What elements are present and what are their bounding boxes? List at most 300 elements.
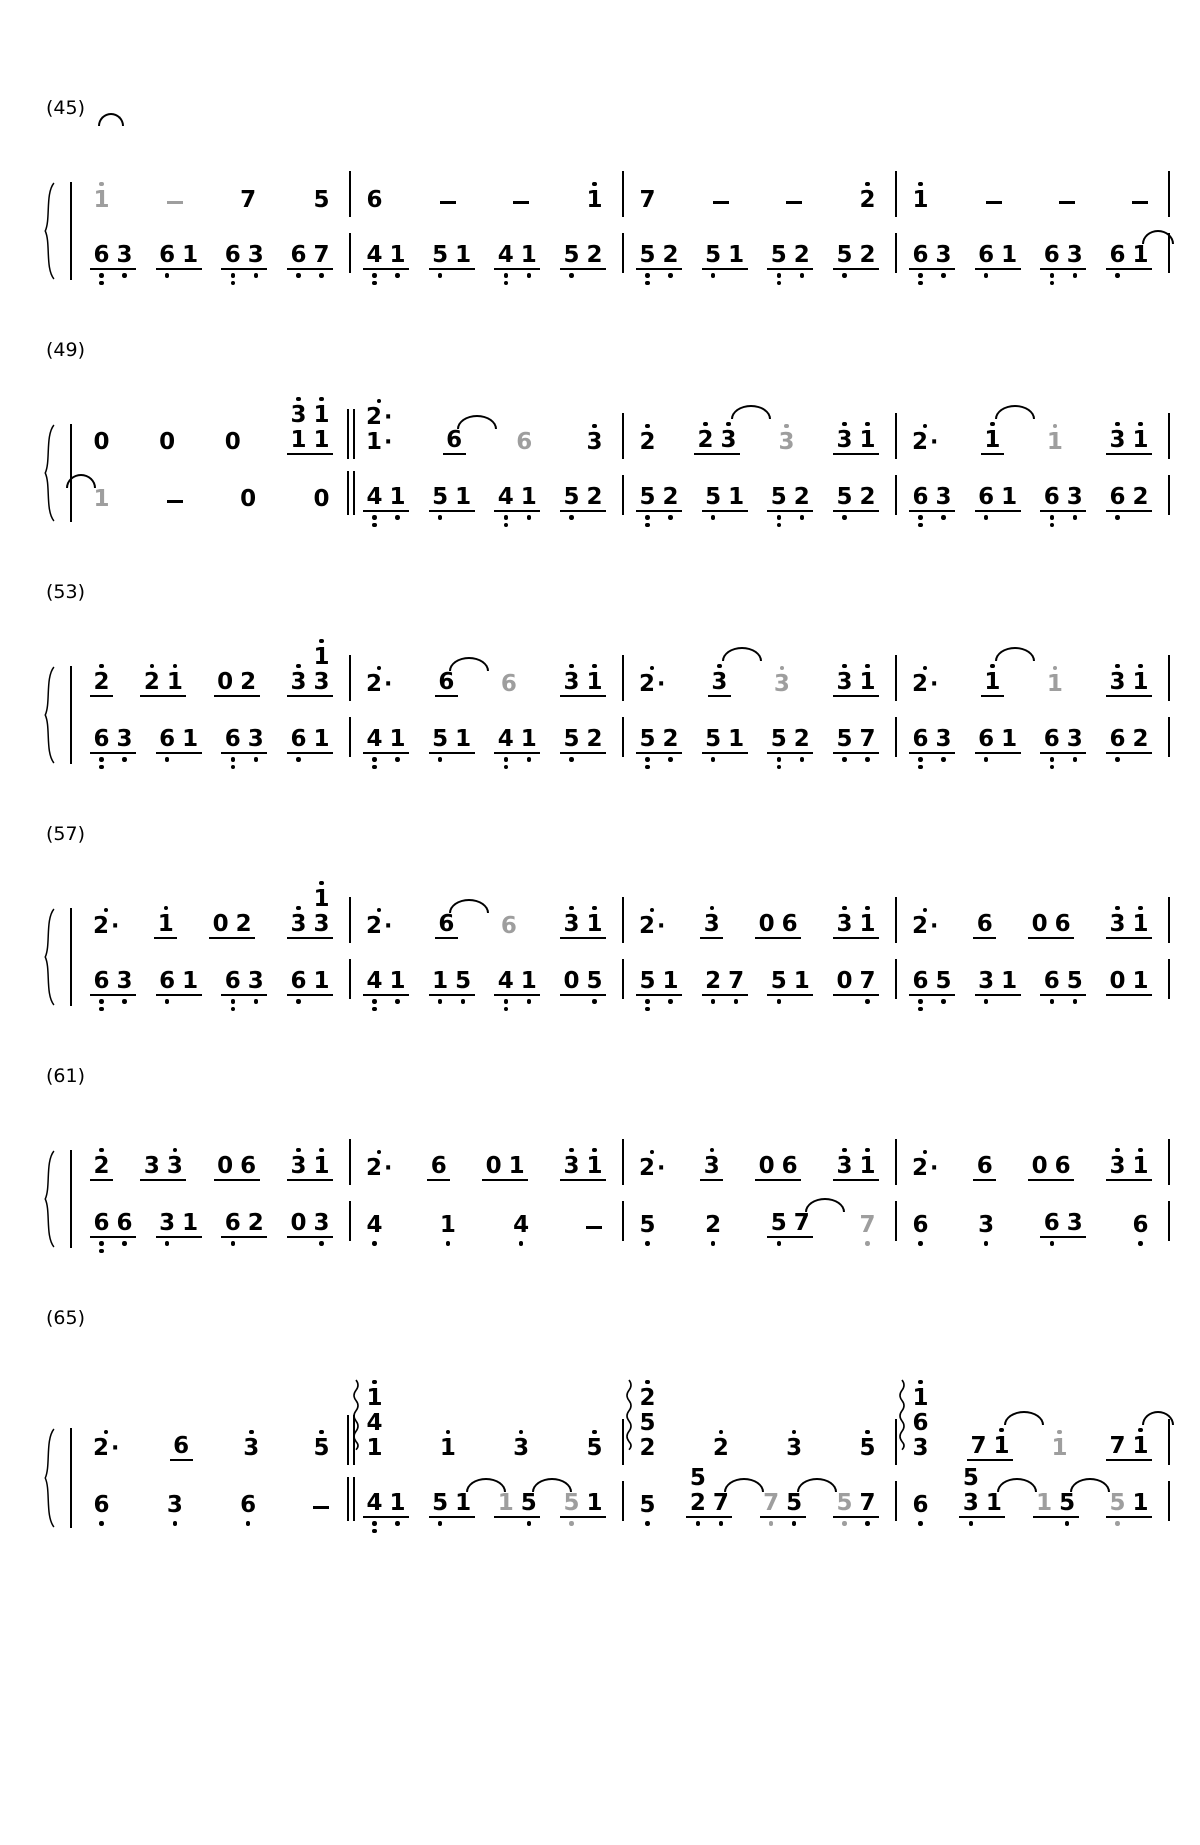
lower-octave-dots — [790, 1238, 813, 1258]
note-group — [140, 1144, 186, 1188]
note-cell — [90, 904, 122, 939]
note-digit: 3 — [243, 1435, 260, 1461]
note-group — [1033, 1491, 1079, 1538]
note-group — [156, 969, 202, 1016]
lower-octave-dots — [909, 213, 932, 220]
note-digit-row — [366, 672, 392, 697]
below-dots-row — [363, 697, 395, 704]
note-digit: 4 — [497, 968, 514, 994]
note-cell — [686, 1466, 709, 1516]
note-cell — [560, 902, 583, 937]
beamed-group-row — [560, 969, 606, 996]
measure — [351, 485, 624, 532]
below-dots-row — [973, 1181, 996, 1188]
note-token — [636, 1146, 668, 1188]
below-dots-row — [560, 697, 606, 704]
lower-octave-dots — [856, 939, 879, 946]
note-cell — [790, 243, 813, 268]
below-dots-row — [702, 996, 748, 1016]
note-group — [833, 969, 879, 1016]
note-cell — [775, 420, 798, 455]
note-digit-row — [639, 727, 655, 752]
beamed-group-row — [429, 969, 475, 996]
octave-dot — [504, 765, 509, 770]
melody-staff-row — [78, 368, 1170, 462]
note-digit-row — [1067, 243, 1083, 268]
chord-note-stack — [909, 1376, 932, 1461]
note-cell — [1056, 201, 1079, 213]
note-digit: 7 — [970, 1433, 987, 1459]
lower-octave-dots — [1028, 939, 1051, 946]
note-cell — [783, 201, 806, 213]
lower-octave-dots — [932, 512, 955, 532]
note-cell — [909, 420, 941, 455]
note-cell — [237, 1154, 260, 1179]
note-row — [1048, 1426, 1071, 1461]
note-digit: 5 — [520, 1490, 537, 1516]
note-cell — [232, 912, 255, 937]
note-row — [909, 662, 941, 697]
measure — [624, 178, 897, 220]
note-row — [702, 1213, 725, 1238]
beamed-group-row — [1106, 485, 1152, 512]
note-cell — [140, 1154, 163, 1179]
note-row — [240, 1426, 263, 1461]
note-group — [429, 485, 475, 532]
below-dots-row — [700, 1181, 723, 1188]
note-cell — [702, 243, 725, 268]
note-group — [560, 485, 606, 532]
note-digit-row — [144, 670, 160, 695]
octave-dot — [842, 906, 847, 911]
note-cell — [975, 727, 998, 752]
note-group — [975, 485, 1021, 532]
note-digit: 5 — [786, 1490, 803, 1516]
lower-octave-dots — [1106, 512, 1129, 532]
note-cell — [90, 660, 113, 695]
note-digit-row — [794, 243, 810, 268]
note-row — [583, 1426, 606, 1461]
note-digit: 6 — [1043, 1210, 1060, 1236]
note-cell — [497, 914, 520, 939]
augmentation-dot: · — [930, 1156, 939, 1181]
note-digit-row — [978, 727, 994, 752]
note-digit-row — [986, 201, 1002, 213]
below-dots-row — [156, 270, 202, 290]
lower-octave-dots — [790, 270, 813, 290]
note-group — [156, 1211, 202, 1258]
beamed-group-row — [909, 727, 955, 754]
note-digit: 1 — [313, 1153, 330, 1179]
note-cell — [998, 969, 1021, 994]
note-cell — [90, 1144, 113, 1179]
chord-upper-note-digit: 1 — [313, 644, 330, 670]
below-dots-row — [90, 697, 113, 704]
octave-dot — [865, 999, 870, 1004]
note-cell — [363, 243, 386, 268]
note-cell — [709, 1426, 732, 1461]
octave-dot — [99, 1241, 104, 1246]
note-digit: 1 — [1046, 429, 1063, 455]
below-dots-row — [636, 213, 659, 220]
note-row — [973, 1154, 996, 1181]
note-digit-row — [290, 1154, 306, 1179]
note-digit: 1 — [389, 726, 406, 752]
note-token — [510, 1213, 533, 1258]
lower-octave-dots — [310, 1238, 333, 1258]
lower-octave-dots — [163, 512, 186, 532]
measure-number-label: (53) — [46, 581, 86, 603]
note-cell — [856, 902, 879, 937]
note-digit-row — [859, 1436, 875, 1461]
note-digit-row — [771, 969, 787, 994]
note-digit: 1 — [1132, 427, 1149, 453]
octave-dot — [842, 1148, 847, 1153]
note-row — [154, 902, 177, 939]
beamed-group-row — [1106, 660, 1152, 697]
octave-dot — [842, 422, 847, 427]
lower-octave-dots — [237, 1518, 260, 1538]
note-group — [1106, 902, 1152, 946]
octave-dot — [319, 273, 324, 278]
octave-dot — [231, 999, 236, 1004]
note-digit-row — [225, 969, 241, 994]
note-cell — [113, 969, 136, 994]
note-cell — [856, 1213, 879, 1238]
note-token — [583, 178, 606, 220]
octave-dot — [173, 1521, 178, 1526]
note-digit-row — [1055, 912, 1071, 937]
note-row — [510, 1426, 533, 1461]
note-cell — [1129, 201, 1152, 213]
note-row — [90, 487, 113, 512]
note-digit-row — [912, 1156, 938, 1181]
lower-octave-dots — [1129, 270, 1152, 290]
rest-token — [237, 487, 260, 532]
beamed-group-row — [560, 902, 606, 939]
note-token — [513, 430, 536, 462]
lower-octave-dots — [560, 754, 583, 774]
note-digit-row — [240, 1154, 256, 1179]
note-digit: 2 — [859, 187, 876, 213]
beamed-group-row — [636, 727, 682, 754]
beamed-group-row — [686, 1466, 732, 1518]
note-row — [909, 1146, 941, 1181]
note-digit: 2 — [1132, 726, 1149, 752]
rest-digit: 0 — [836, 968, 853, 994]
beamed-group-row — [156, 243, 202, 270]
below-dots-row — [770, 697, 793, 704]
below-dots-row — [982, 213, 1005, 220]
lower-octave-dots — [287, 996, 310, 1016]
note-cell — [636, 1376, 659, 1411]
lower-octave-dots — [790, 512, 813, 532]
note-digit: 1 — [859, 1153, 876, 1179]
note-digit-row — [912, 1493, 928, 1518]
note-cell — [1106, 1434, 1129, 1459]
note-row — [237, 1493, 260, 1518]
lower-octave-dots — [583, 939, 606, 946]
note-digit-row — [313, 243, 329, 268]
note-digit: 6 — [224, 1210, 241, 1236]
note-digit-row — [912, 914, 938, 939]
note-group — [494, 1491, 540, 1538]
note-cell — [909, 1213, 932, 1238]
note-digit: 1 — [439, 1435, 456, 1461]
octave-dot — [231, 281, 236, 286]
note-cell — [156, 727, 179, 752]
lower-octave-dots — [636, 939, 668, 946]
octave-dot — [969, 1521, 974, 1526]
lower-octave-dots — [497, 939, 520, 946]
lower-octave-dots — [510, 1238, 533, 1258]
note-digit-row — [167, 670, 183, 695]
note-digit-row — [935, 969, 951, 994]
note-row — [510, 1213, 533, 1238]
octave-dot — [446, 1241, 451, 1246]
system-65 — [40, 1306, 1170, 1538]
note-digit-row — [639, 914, 665, 939]
note-group — [287, 393, 333, 462]
note-row — [1129, 1213, 1152, 1238]
octave-dot — [165, 1241, 170, 1246]
lower-octave-dots — [790, 996, 813, 1016]
note-digit-row — [662, 243, 678, 268]
lower-octave-dots — [363, 1518, 386, 1538]
lower-octave-dots — [90, 455, 113, 462]
rest-digit: 0 — [1109, 968, 1126, 994]
note-cell — [1106, 1491, 1129, 1516]
note-digit: 1 — [586, 1153, 603, 1179]
note-cell — [975, 969, 998, 994]
lower-octave-dots — [517, 1518, 540, 1538]
lower-octave-dots — [310, 213, 333, 220]
below-dots-row — [140, 1181, 186, 1188]
note-digit-row — [116, 969, 132, 994]
note-digit-row — [290, 1211, 306, 1236]
note-digit-row — [1109, 969, 1125, 994]
note-cell — [760, 1491, 783, 1516]
lower-octave-dots — [310, 455, 333, 462]
note-digit: 3 — [143, 1153, 160, 1179]
note-cell — [287, 1144, 310, 1179]
note-cell — [833, 727, 856, 752]
beamed-group-row — [140, 1144, 186, 1181]
measure — [624, 1376, 897, 1468]
note-digit: 5 — [836, 726, 853, 752]
note-cell — [856, 660, 879, 695]
lower-octave-dots — [702, 996, 725, 1016]
note-digit: 1 — [366, 429, 383, 455]
below-dots-row — [636, 939, 668, 946]
note-digit: 4 — [513, 1212, 530, 1238]
note-digit: 1 — [1132, 242, 1149, 268]
note-digit: 6 — [978, 484, 995, 510]
note-digit: 5 — [313, 1435, 330, 1461]
below-dots-row — [310, 1518, 333, 1538]
note-token — [363, 1213, 386, 1258]
note-digit-row — [586, 670, 602, 695]
note-token — [702, 1213, 725, 1258]
dash-token — [583, 1226, 606, 1258]
note-cell — [909, 662, 941, 697]
below-dots-row — [429, 512, 475, 532]
note-digit-row — [1001, 243, 1017, 268]
note-digit: 3 — [247, 242, 264, 268]
note-digit: 1 — [182, 242, 199, 268]
octave-dot — [99, 765, 104, 770]
octave-dot — [165, 999, 170, 1004]
note-digit: 2 — [712, 1435, 729, 1461]
below-dots-row — [310, 1461, 333, 1468]
octave-dot — [941, 273, 946, 278]
note-cell — [725, 485, 748, 510]
octave-dot — [1138, 1428, 1143, 1433]
octave-dot — [231, 1241, 236, 1246]
lower-octave-dots — [856, 697, 879, 704]
lower-octave-dots — [783, 1518, 806, 1538]
note-digit: 6 — [93, 242, 110, 268]
lower-octave-dots — [113, 754, 136, 774]
note-digit: 1 — [93, 486, 110, 512]
lower-octave-dots — [783, 213, 806, 220]
note-row — [636, 188, 659, 213]
octave-dot — [438, 515, 443, 520]
note-token — [497, 914, 520, 946]
measure — [897, 1466, 1170, 1538]
note-digit-row — [859, 1213, 875, 1238]
note-row — [363, 1213, 386, 1238]
lower-octave-dots — [429, 754, 452, 774]
note-digit-row — [639, 485, 655, 510]
below-dots-row — [636, 996, 682, 1016]
octave-dot — [918, 1380, 923, 1385]
lower-octave-dots — [287, 270, 310, 290]
note-digit-row — [313, 912, 329, 937]
below-dots-row — [221, 996, 267, 1016]
note-cell — [1063, 485, 1086, 510]
octave-dot — [592, 664, 597, 669]
note-digit-row — [521, 485, 537, 510]
beamed-group-row — [1106, 969, 1152, 996]
note-cell — [1063, 1211, 1086, 1236]
note-digit: 3 — [513, 1435, 530, 1461]
measure — [624, 969, 897, 1016]
note-digit: 6 — [1109, 726, 1126, 752]
below-dots-row — [90, 754, 136, 774]
note-cell — [702, 969, 725, 994]
staff-brace — [42, 1428, 55, 1528]
lower-octave-dots — [981, 697, 1004, 704]
note-row — [909, 178, 932, 213]
note-cell — [560, 1144, 583, 1179]
measure — [624, 243, 897, 290]
below-dots-row — [1040, 754, 1086, 774]
note-digit-row — [498, 969, 514, 994]
note-digit: 3 — [313, 1210, 330, 1236]
note-digit-row — [794, 727, 810, 752]
octave-dot — [395, 999, 400, 1004]
note-digit: 4 — [366, 242, 383, 268]
octave-dot — [249, 1430, 254, 1435]
note-digit-row — [586, 727, 602, 752]
note-digit: 2 — [697, 427, 714, 453]
note-digit: 7 — [639, 187, 656, 213]
octave-dot — [984, 273, 989, 278]
note-digit: 5 — [313, 187, 330, 213]
octave-dot — [519, 1241, 524, 1246]
note-group — [686, 1466, 732, 1538]
note-digit: 5 — [770, 242, 787, 268]
octave-dot — [296, 906, 301, 911]
octave-dot — [173, 1148, 178, 1153]
measure-label-row — [46, 338, 1170, 368]
below-dots-row — [363, 455, 395, 462]
note-digit: 5 — [432, 1490, 449, 1516]
note-token — [636, 904, 668, 946]
note-cell — [833, 418, 856, 453]
note-token — [1129, 1213, 1152, 1258]
note-row — [636, 904, 668, 939]
below-dots-row — [436, 213, 459, 220]
note-cell — [1051, 912, 1074, 937]
octave-dot — [918, 1007, 923, 1012]
lower-octave-dots — [244, 270, 267, 290]
beamed-group-row — [482, 1154, 528, 1181]
note-cell — [909, 727, 932, 752]
note-cell — [982, 1491, 1005, 1516]
lower-octave-dots — [856, 1518, 879, 1538]
octave-dot — [377, 399, 382, 404]
measure-label-row — [46, 1306, 1170, 1336]
note-digit-row — [366, 405, 392, 430]
note-digit-row — [159, 243, 175, 268]
note-digit: 3 — [586, 429, 603, 455]
note-cell — [494, 243, 517, 268]
note-cell — [909, 1146, 941, 1181]
note-digit: 1 — [586, 911, 603, 937]
octave-dot — [372, 999, 377, 1004]
beamed-group-row — [221, 243, 267, 270]
note-digit-row — [728, 727, 744, 752]
note-cell — [767, 1211, 790, 1236]
note-digit-row — [778, 430, 794, 455]
octave-dot — [395, 273, 400, 278]
note-digit: 6 — [446, 427, 463, 453]
beamed-group-row — [909, 969, 955, 996]
note-digit-row — [366, 1491, 382, 1516]
note-digit-row — [498, 243, 514, 268]
note-cell — [790, 727, 813, 752]
note-cell — [237, 670, 260, 695]
lower-octave-dots — [755, 1181, 778, 1188]
octave-dot — [372, 1521, 377, 1526]
octave-dot — [504, 515, 509, 520]
note-digit-row — [158, 912, 174, 937]
octave-dot — [703, 422, 708, 427]
measure — [351, 1144, 624, 1188]
below-dots-row — [856, 213, 879, 220]
octave-dot — [254, 999, 259, 1004]
note-cell — [856, 243, 879, 268]
measure-label-row — [46, 580, 1170, 610]
note-digit: 7 — [712, 1490, 729, 1516]
octave-dot — [990, 664, 995, 669]
note-group — [287, 969, 333, 1016]
note-digit: 6 — [500, 913, 517, 939]
note-digit: 2 — [912, 913, 929, 939]
measure — [897, 243, 1170, 290]
